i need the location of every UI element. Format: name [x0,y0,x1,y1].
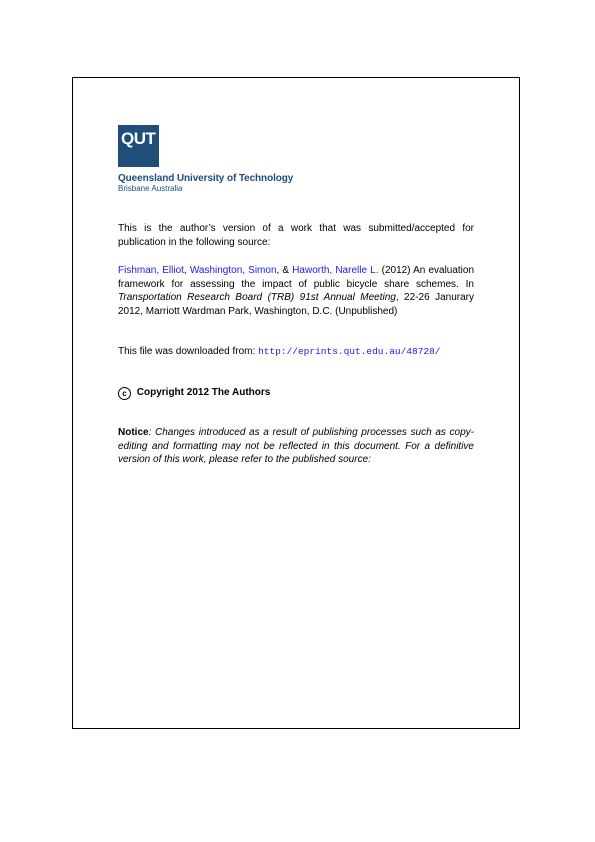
intro-text: This is the author’s version of a work that was submitted/accepted for publication in the following source: [118,223,474,248]
citation-details: , 22-26 Janurary 2012, Marriott Wardman Park, Washington, D.C. (Unpublished) [118,292,474,317]
copyright-text: Copyright 2012 The Authors [136,387,271,398]
qut-logo [118,125,159,167]
author-link-3[interactable]: Haworth, Narelle L. [292,265,379,276]
citation-year: (2012) [381,265,411,276]
author-link-2[interactable]: Washington, Simon [189,265,277,276]
university-location: Brisbane Australia [118,184,183,193]
citation: Fishman, Elliot, Washington, Simon, & Haworth, Narelle L. (2012) An evaluation framework for assessing the impact of public bicycle share schemes. In Transportation Research Board (TRB) 91st Annual Meeting, 22-26 Janurary 2012, Marriott Wardman Park, Washington, D.C. (Unpublished) [118,265,475,317]
copyright-line [118,386,474,400]
logo-mark: QUT [121,129,156,148]
citation-venue: Transportation Research Board (TRB) 91st Annual Meeting [118,292,396,303]
notice-label: Notice [118,427,149,438]
notice-text: : Changes introduced as a result of publishing processes such as copy-editing and formatting may not be reflected in this document. For a definitive version of this work, please refer to the published source: [118,427,474,465]
copyright-icon: c [118,387,131,400]
citation-title: An evaluation framework for assessing the impact of public bicycle share schemes. In [118,265,475,290]
download-url-link[interactable]: http://eprints.qut.edu.au/48728/ [258,346,441,357]
download-line [118,345,474,359]
notice [118,426,474,467]
download-label: This file was downloaded from: [118,346,256,357]
university-name: Queensland University of Technology [118,173,294,184]
author-link-1[interactable]: Fishman, Elliot [118,265,184,276]
